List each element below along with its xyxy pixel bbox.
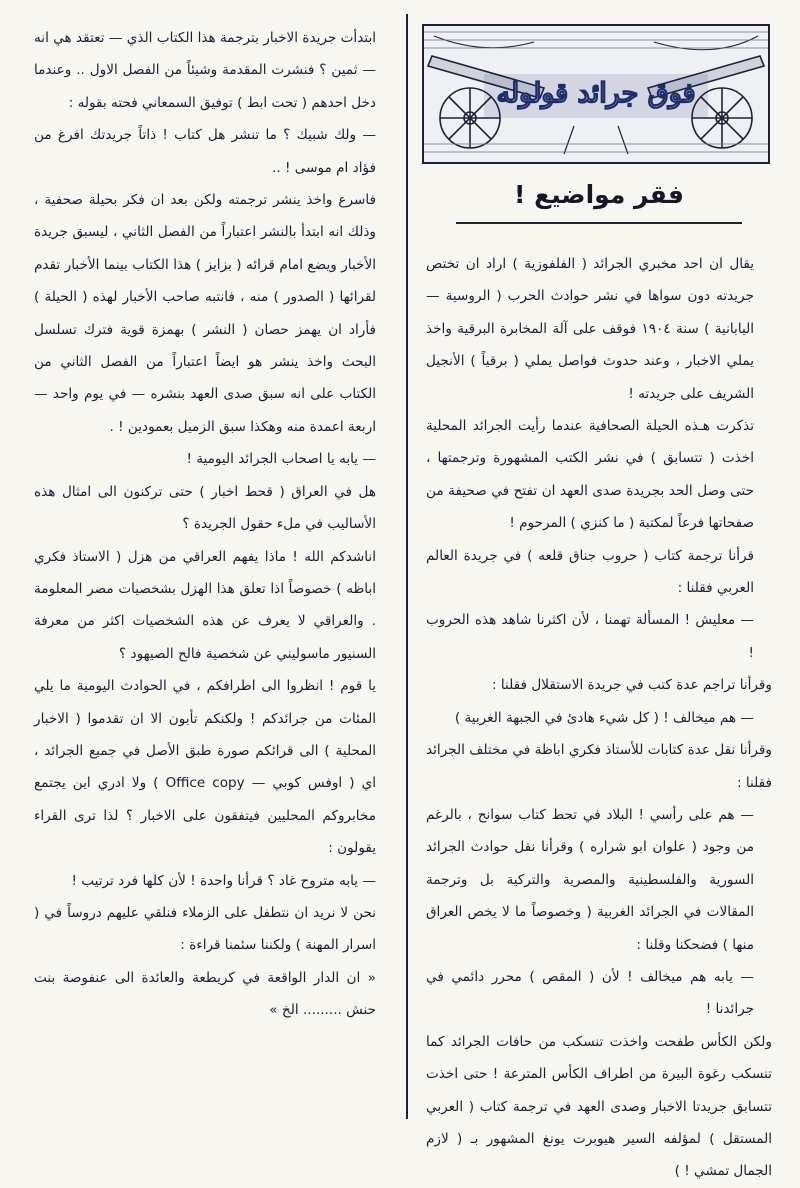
right-paragraph: — هم ميخالف ! ( كل شيء هادئ في الجبهة الغربية ) xyxy=(454,709,754,726)
banner-title: فوق جرائد قولوله xyxy=(496,78,696,109)
right-paragraph: تذكرت هـذه الحيلة الصحافية عندما رأيت الجرائد المحلية اخذت ( تتسابق ) في نشر الكتب المشهورة وترجمتها ، حتى وصل الحد بجريدة صدى العهد ان تفتح في صحيفة من صفحاتها فرعاً لمكتبة ( ما كنزي ) المرحوم ! xyxy=(426,418,754,532)
column-header-banner xyxy=(422,24,770,164)
left-paragraph: اناشدكم الله ! ماذا يفهم العراقي من هزل ( الاستاذ فكري اباظه ) خصوصاً اذا تعلق هذا الهزل بشخصيات مصر المعلومة . والعراقي لا يعرف عن هذه الشخصيات اكثر من معرفة السنيور ماسوليني عن شخصية فالح الصيهود ؟ xyxy=(34,548,376,662)
right-column xyxy=(426,248,772,1188)
left-paragraph: « ان الدار الواقعة في كريطعة والعائدة الى عنفوصة بنت حنش ......... الخ » xyxy=(34,969,376,1019)
right-paragraph: ولكن الكأس طفحت واخذت تنسكب من حافات الجرائد كما تنسكب رغوة البيرة من اطراف الكأس المترعة ! حتى اخذت تتسابق جريدتا الاخبار وصدى العهد في ترجمة كتاب ( العربي المستقل ) لمؤلفه السير هيوبرت يونغ المشهور بـ ( لازم الجمال تمشي ! ) xyxy=(426,1033,772,1180)
left-paragraph: فاسرع واخذ ينشر ترجمته ولكن بعد ان فكر بحيلة صحفية ، وذلك انه ابتدأ بالنشر اعتباراً من الفصل الثاني ، ليسبق جريدة الأخبار ويضع امام قرائه ( بزايز ) هذا الكتاب بينما الأخبار تقدم لقرائها ( الصدور ) منه ، فانتبه صاحب الأخبار لهذه ( الحيلة ) فأراد ان يهمز حصان ( النشر ) بهمزة قوية فترك تسلسل البحث واخذ ينشر هو ايضاً اعتباراً من الفصل الثاني من الكتاب على انه سبق صدى العهد بنشره — في يوم واحد — اربعة اعمدة منه وهكذا سبق الزميل بعمودين ! . xyxy=(34,192,376,435)
right-paragraph: وقرأنا تراجم عدة كتب في جريدة الاستقلال فقلنا : xyxy=(492,677,772,694)
left-paragraph: — يابه يا اصحاب الجرائد اليومية ! xyxy=(186,451,376,468)
right-paragraph: — معليش ! المسألة تهمنا ، لأن اكثرنا شاهد هذه الحروب ! xyxy=(426,612,754,661)
left-paragraph: هل في العراق ( قحط اخبار ) حتى تركنون الى امثال هذه الأساليب في ملء حقول الجريدة ؟ xyxy=(34,483,376,533)
right-paragraph: — يابه هم ميخالف ! لأن ( المقص ) محرر دائمي في جرائدنا ! xyxy=(426,968,754,1018)
title-underline xyxy=(456,222,742,224)
left-paragraph: يا قوم ! انظروا الى اطرافكم ، في الحوادث اليومية ما يلي المئات من جرائدكم ! ولكنكم تأبون الا ان تقدموا ( الاخبار المحلية ) الى قرائكم صورة طبق الأصل في جميع الجرائد ، اي ( اوفس كوبي — Office copy ) ولا ادري اين يجتمع مخابروكم المحليين فيتفقون على الاخبار ؟ لذا ترى القراء يقولون : xyxy=(34,678,376,857)
left-paragraph: — يابه متروح غاد ؟ قرأنا واحدة ! لأن كلها فرد ترتيب ! xyxy=(71,872,376,889)
section-title: فقر مواضيع ! xyxy=(514,180,684,209)
right-paragraph: وقرأنا نقل عدة كتابات للأستاذ فكري اباظة في مختلف الجرائد فقلنا : xyxy=(426,742,772,791)
right-paragraph: — هم على رأسي ! البلاد في تحط كتاب سوانح ، بالرغم من وجود ( علوان ابو شراره ) وقرأنا نقل حوادث الجرائد السورية والفلسطينية والمصرية والتركية بل وترجمة المقالات في الجرائد الغربية ( وخصوصاً ما لا يخص العراق منها ) فضحكنا وقلنا : xyxy=(426,806,754,953)
left-column xyxy=(34,22,394,1027)
left-paragraph: ابتدأت جريدة الاخبار بترجمة هذا الكتاب الذي — تعتقد هي انه — ثمين ؟ فنشرت المقدمة وشيئاً من الفصل الاول .. وعندما دخل احدهم ( تحت ابط ) توفيق السمعاني فحته بقوله : xyxy=(34,30,376,111)
left-paragraph: — ولك شبيك ؟ ما تنشر هل كتاب ! ذاتاً جريدتك افرغ من فؤاد ام موسى ! .. xyxy=(34,127,376,176)
column-divider xyxy=(406,14,408,1119)
left-paragraph: نحن لا نريد ان نتطفل على الزملاء فنلقي عليهم دروساً في ( اسرار المهنة ) ولكننا سئمنا قراءة : xyxy=(34,904,376,954)
right-paragraph: قرأنا ترجمة كتاب ( حروب جناق قلعه ) في جريدة العالم العربي فقلنا : xyxy=(426,547,754,597)
right-paragraph: يقال ان احد مخبري الجرائد ( الفلفوزية ) اراد ان تختص جريدته دون سواها في نشر حوادث الحرب ( الروسية — اليابانية ) سنة ١٩٠٤ فوقف على آلة المخابرة البرقية واخذ يملي الاخبار ، وعند حدوث فواصل يملي ( برقياً ) الأنجيل الشريف على جريدته ! xyxy=(426,256,754,402)
